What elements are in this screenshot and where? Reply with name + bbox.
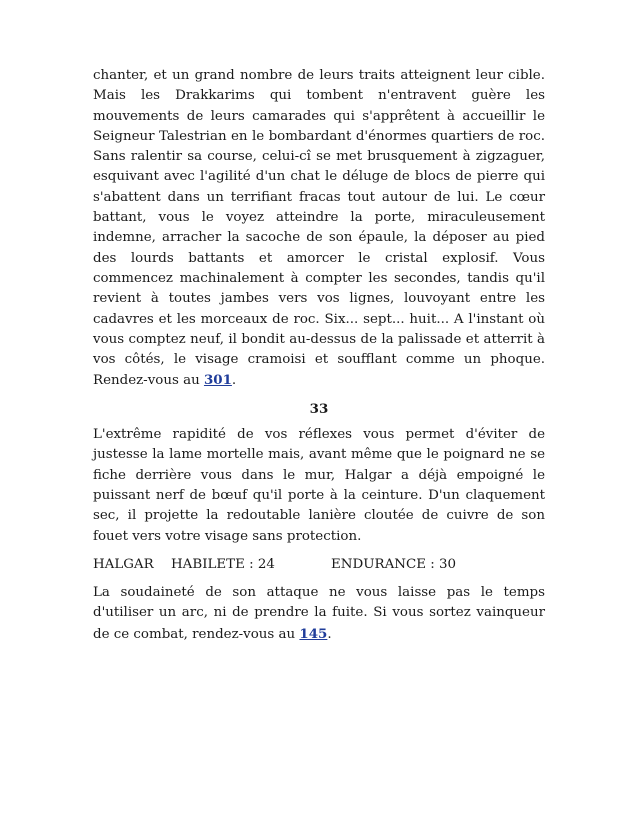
previous-section-body: chanter, et un grand nombre de leurs traits atteignent leur cible. Mais les Drakkarims qui tombent n'entravent guère les mouvements de leurs camarades qui s'apprêtent à accueillir le Seigneur Talestrian en le bombardant d'énormes quartiers de roc. Sans ralentir sa course, celui-cî se met brusquement à zigzaguer, esquivant avec l'agilité d'un chat le déluge de blocs de pierre qui s'abattent dans un terrifiant fracas tout autour de lui. Le cœur battant, vous le voyez atteindre la porte, miraculeusement indemne, arracher la sacoche de son épaule, la déposer au pied des lourds battants et amorcer le cristal explosif. Vous commencez machinalement à compter les secondes, tandis qu'il revient à toutes jambes vers vos lignes, louvoyant entre les cadavres et les morceaux de roc. Six... sept... huit... A l'instant où vous comptez neuf, il bondit au-dessus de la palissade et atterrit à vos côtés, le visage cramoisi et soufflant comme un phoque. [93,68,545,368]
section-link-145[interactable]: 145 [299,625,328,642]
previous-section-goto-prefix: Rendez-vous au [93,373,204,389]
section-link-301[interactable]: 301 [203,372,232,389]
section-paragraph-2-body: La soudaineté de son attaque ne vous laisse pas le temps d'utiliser un arc, ni de prendre la fuite. Si vous sortez vainqueur de ce combat, rendez-vous au [93,585,545,642]
previous-section-text [93,66,545,392]
section-number: 33 [309,400,329,417]
previous-section-goto-suffix: . [231,373,237,389]
enemy-endurance: ENDURANCE : 30 [331,556,457,572]
section-paragraph-2-suffix: . [327,626,332,642]
section-paragraph-1: L'extrême rapidité de vos réflexes vous permet d'éviter de justesse la lame mortelle mais, avant même que le poignard ne se fiche derrière vous dans le mur, Halgar a déjà empoigné le puissant nerf de bœuf qu'il porte à la ceinture. D'un claquement sec, il projette la redoutable lanière cloutée de cuivre de son fouet vers votre visage sans protection. [93,427,545,544]
enemy-name: HALGAR [93,556,154,572]
enemy-stats [93,555,545,575]
section-paragraph-2 [93,583,545,645]
enemy-skill: HABILETE : 24 [171,556,275,572]
page-content [93,66,545,645]
